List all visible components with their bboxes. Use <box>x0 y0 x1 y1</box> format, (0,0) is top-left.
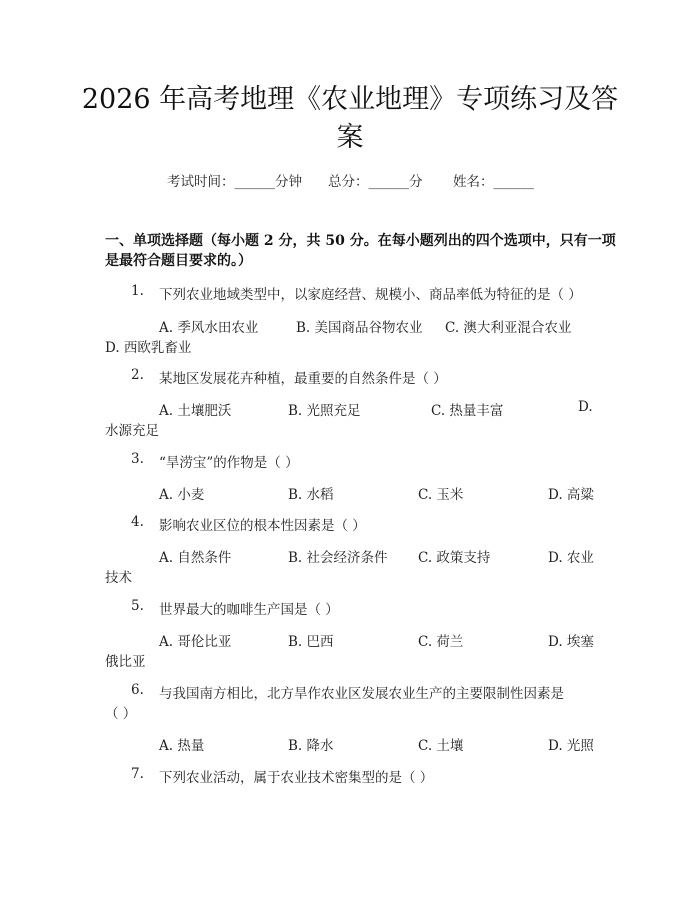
question-text-cont: （ ） <box>105 706 137 722</box>
option-a: A. 自然条件 <box>159 550 232 566</box>
option-c: C. 土壤 <box>418 738 464 754</box>
option-a: A. 小麦 <box>159 487 205 503</box>
option-d: D. 西欧乳畜业 <box>105 340 192 356</box>
option-c: C. 热量丰富 <box>431 403 504 419</box>
question-text: 影响农业区位的根本性因素是（ ） <box>159 518 366 534</box>
option-b: B. 巴西 <box>288 634 334 650</box>
question-number: 7. <box>131 766 144 782</box>
question-number: 2. <box>131 367 144 383</box>
option-a: A. 土壤肥沃 <box>159 403 232 419</box>
exam-time-field: 考试时间：______分钟 <box>167 174 302 190</box>
option-c: C. 政策支持 <box>418 550 491 566</box>
option-d-cont: 俄比亚 <box>105 654 146 670</box>
option-d: D. 高粱 <box>548 487 594 503</box>
option-d: D. 光照 <box>548 738 594 754</box>
total-score-field: 总分：______分 <box>328 174 423 190</box>
option-d-cont: 水源充足 <box>105 423 159 439</box>
question-number: 3. <box>131 451 144 467</box>
option-b: B. 美国商品谷物农业 <box>296 320 423 336</box>
option-d: D. 农业 <box>548 550 594 566</box>
option-b: B. 水稻 <box>288 487 334 503</box>
option-b: B. 光照充足 <box>288 403 361 419</box>
option-a: A. 哥伦比亚 <box>159 634 232 650</box>
question-number: 4. <box>131 514 144 530</box>
option-d: D. <box>578 399 593 415</box>
question-text: 下列农业活动，属于农业技术密集型的是（ ） <box>159 770 434 786</box>
option-d-cont: 技术 <box>105 570 132 586</box>
option-c: C. 玉米 <box>418 487 464 503</box>
question-text: “旱涝宝”的作物是（ ） <box>159 455 299 471</box>
question-text: 与我国南方相比，北方旱作农业区发展农业生产的主要限制性因素是 <box>159 686 564 702</box>
option-a: A. 热量 <box>159 738 205 754</box>
option-c: C. 澳大利亚混合农业 <box>445 320 572 336</box>
page-title-cont: 案 <box>336 122 364 153</box>
option-b: B. 社会经济条件 <box>288 550 388 566</box>
section-heading: 一、单项选择题（每小题 2 分，共 50 分。在每小题列出的四个选项中，只有一项 <box>105 233 616 249</box>
section-heading-cont: 是最符合题目要求的。） <box>105 253 252 269</box>
question-number: 1. <box>131 283 144 299</box>
question-text: 世界最大的咖啡生产国是（ ） <box>159 602 339 618</box>
question-text: 下列农业地域类型中，以家庭经营、规模小、商品率低为特征的是（ ） <box>159 287 582 303</box>
question-number: 5. <box>131 598 144 614</box>
page-title: 2026 年高考地理《农业地理》专项练习及答 <box>81 84 619 115</box>
option-c: C. 荷兰 <box>418 634 464 650</box>
name-field: 姓名：______ <box>453 174 534 190</box>
option-d: D. 埃塞 <box>548 634 594 650</box>
option-b: B. 降水 <box>288 738 334 754</box>
option-a: A. 季风水田农业 <box>159 320 259 336</box>
question-number: 6. <box>131 682 144 698</box>
question-text: 某地区发展花卉种植，最重要的自然条件是（ ） <box>159 371 447 387</box>
